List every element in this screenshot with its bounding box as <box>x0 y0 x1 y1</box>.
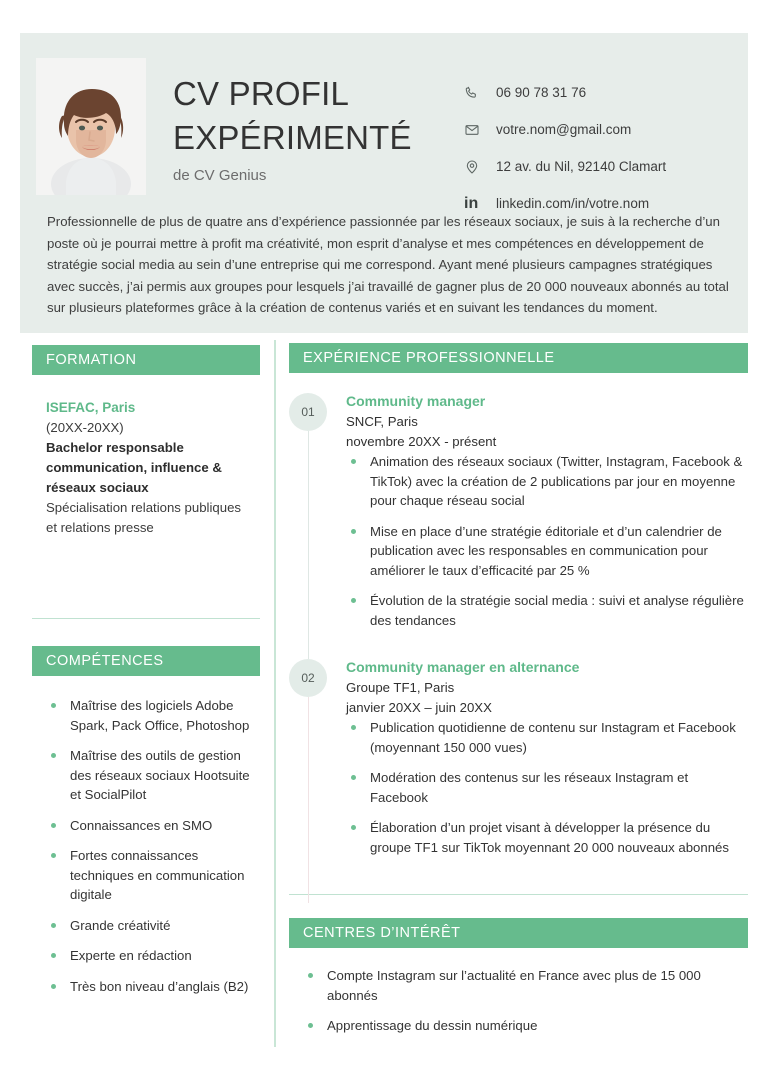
list-item <box>303 1016 744 1036</box>
list-item <box>346 818 748 857</box>
list-item <box>303 966 744 1005</box>
bullet-icon <box>351 598 356 603</box>
bullet-icon <box>51 984 56 989</box>
experience-entry-2 <box>289 657 748 857</box>
education-specialisation-line1: Spécialisation relations publiques <box>46 500 242 515</box>
experience-number-badge: 02 <box>289 659 327 697</box>
education-degree-line3: réseaux sociaux <box>46 480 149 495</box>
contact-list <box>464 78 734 226</box>
experience-number-badge: 01 <box>289 393 327 431</box>
section-header-interets: CENTRES D’INTÉRÊT <box>289 918 748 948</box>
skill-text: Maîtrise des outils de gestion des réseaux sociaux Hootsuite et SocialPilot <box>70 748 250 802</box>
list-item <box>346 718 748 757</box>
bullet-text: Mise en place d’une stratégie éditoriale et d’un calendrier de publication avec les responsables en communication pour améliorer le taux d’efficacité par 25 % <box>370 523 722 578</box>
experience-company: Groupe TF1, Paris <box>346 680 455 695</box>
bullet-text: Élaboration d’un projet visant à développer la présence du groupe TF1 sur TikTok moyennant 20 000 nouveaux abonnés <box>370 820 729 855</box>
skill-text: Grande créativité <box>70 917 171 933</box>
spacer-before-divider <box>289 868 748 894</box>
education-school: ISEFAC, Paris <box>46 400 136 415</box>
contact-row-email <box>464 115 734 145</box>
bullet-icon <box>351 775 356 780</box>
bullet-icon <box>51 703 56 708</box>
experience-title: Community manager en alternance <box>346 659 580 675</box>
name-block <box>173 72 453 186</box>
list-item <box>46 816 254 836</box>
skill-text: Experte en rédaction <box>70 948 192 963</box>
education-specialisation-line2: et relations presse <box>46 520 154 535</box>
bullet-icon <box>351 459 356 464</box>
experience-company: SNCF, Paris <box>346 414 418 429</box>
bullet-icon <box>308 1023 313 1028</box>
skills-container <box>32 676 260 996</box>
bullet-icon <box>351 725 356 730</box>
skill-text: Connaissances en SMO <box>70 817 213 833</box>
experience-dates: novembre 20XX - présent <box>346 434 497 449</box>
spacer-before-interets <box>289 895 748 918</box>
page-title-line2: EXPÉRIMENTÉ <box>173 119 412 156</box>
bullet-text: Modération des contenus sur les réseaux Instagram et Facebook <box>370 770 689 805</box>
experience-dates: janvier 20XX – juin 20XX <box>346 700 492 715</box>
column-divider <box>274 340 276 1047</box>
list-item <box>46 846 254 905</box>
timeline-line <box>308 697 309 903</box>
experience-list <box>289 373 748 857</box>
bullet-text: Animation des réseaux sociaux (Twitter, Instagram, Facebook & TikTok) avec la création de 2 publications par jour en moyenne pour chaque réseau social <box>370 454 743 508</box>
bullet-icon <box>51 753 56 758</box>
interest-text: Apprentissage du dessin numérique <box>327 1018 538 1033</box>
right-column <box>289 343 748 1047</box>
list-item <box>346 522 748 581</box>
interest-text: Compte Instagram sur l’actualité en France avec plus de 15 000 abonnés <box>327 968 701 1003</box>
phone-value: 06 90 78 31 76 <box>496 85 587 100</box>
skill-text: Très bon niveau d’anglais (B2) <box>70 978 249 994</box>
bullet-text: Évolution de la stratégie social media : suivi et analyse régulière des tendances <box>370 593 744 628</box>
phone-icon <box>464 85 486 101</box>
education-entry <box>32 375 260 538</box>
bullet-icon <box>351 529 356 534</box>
contact-row-phone <box>464 78 734 108</box>
list-item <box>346 768 748 807</box>
interests-list <box>303 966 744 1036</box>
experience-title: Community manager <box>346 393 486 409</box>
list-item <box>346 591 748 630</box>
left-column <box>32 345 260 1007</box>
avatar <box>36 58 146 195</box>
bullet-icon <box>308 973 313 978</box>
section-header-competences: COMPÉTENCES <box>32 646 260 676</box>
spacer-formation <box>32 538 260 618</box>
education-dates: (20XX-20XX) <box>46 420 124 435</box>
interests-container <box>289 948 748 1036</box>
experience-bullets <box>346 452 748 630</box>
bullet-icon <box>51 923 56 928</box>
education-degree-line1: Bachelor responsable <box>46 440 184 455</box>
bullet-icon <box>51 823 56 828</box>
bullet-icon <box>51 953 56 958</box>
bullet-icon <box>51 853 56 858</box>
experience-bullets <box>346 718 748 857</box>
section-header-formation: FORMATION <box>32 345 260 375</box>
email-value: votre.nom@gmail.com <box>496 122 632 137</box>
linkedin-icon: in <box>464 195 479 212</box>
location-pin-icon <box>464 159 486 175</box>
experience-body <box>289 391 748 630</box>
education-degree-line2: communication, influence & <box>46 460 222 475</box>
section-header-experience: EXPÉRIENCE PROFESSIONNELLE <box>289 343 748 373</box>
page-subtitle: de CV Genius <box>173 167 267 184</box>
skill-text: Maîtrise des logiciels Adobe Spark, Pack Office, Photoshop <box>70 698 250 733</box>
spacer-before-competences <box>32 619 260 646</box>
list-item <box>46 946 254 966</box>
linkedin-value[interactable]: linkedin.com/in/votre.nom <box>496 196 650 211</box>
profile-summary: Professionnelle de plus de quatre ans d’expérience passionnée par les réseaux sociaux, je suis à la recherche d’un poste où je pourrai mettre à profit ma créativité, mon esprit d’analyse et mes compétences en développement de stratégie social media au sein d’une entreprise qui me correspond. Ayant mené plusieurs campagnes stratégiques avec succès, j’ai permis aux groupes pour lesquels j’ai travaillé de gagner plus de 20 000 nouveaux abonnés au total sur plusieurs plateformes grâce à la création de contenus variés et en suivant les tendances du moment. <box>47 214 729 315</box>
spacer-between-jobs <box>289 641 748 657</box>
list-item <box>346 452 748 511</box>
bullet-text: Publication quotidienne de contenu sur Instagram et Facebook (moyennant 150 000 vues) <box>370 720 736 755</box>
address-value: 12 av. du Nil, 92140 Clamart <box>496 159 667 174</box>
list-item <box>46 696 254 735</box>
timeline-line <box>308 431 309 659</box>
list-item <box>46 746 254 805</box>
envelope-icon <box>464 122 486 138</box>
list-item <box>46 977 254 997</box>
list-item <box>46 916 254 936</box>
skills-list <box>46 696 254 996</box>
contact-row-address <box>464 152 734 182</box>
page-title-line1: CV PROFIL <box>173 75 350 112</box>
bullet-icon <box>351 825 356 830</box>
experience-body <box>289 657 748 857</box>
skill-text: Fortes connaissances techniques en communication digitale <box>70 848 245 902</box>
experience-entry-1 <box>289 391 748 630</box>
